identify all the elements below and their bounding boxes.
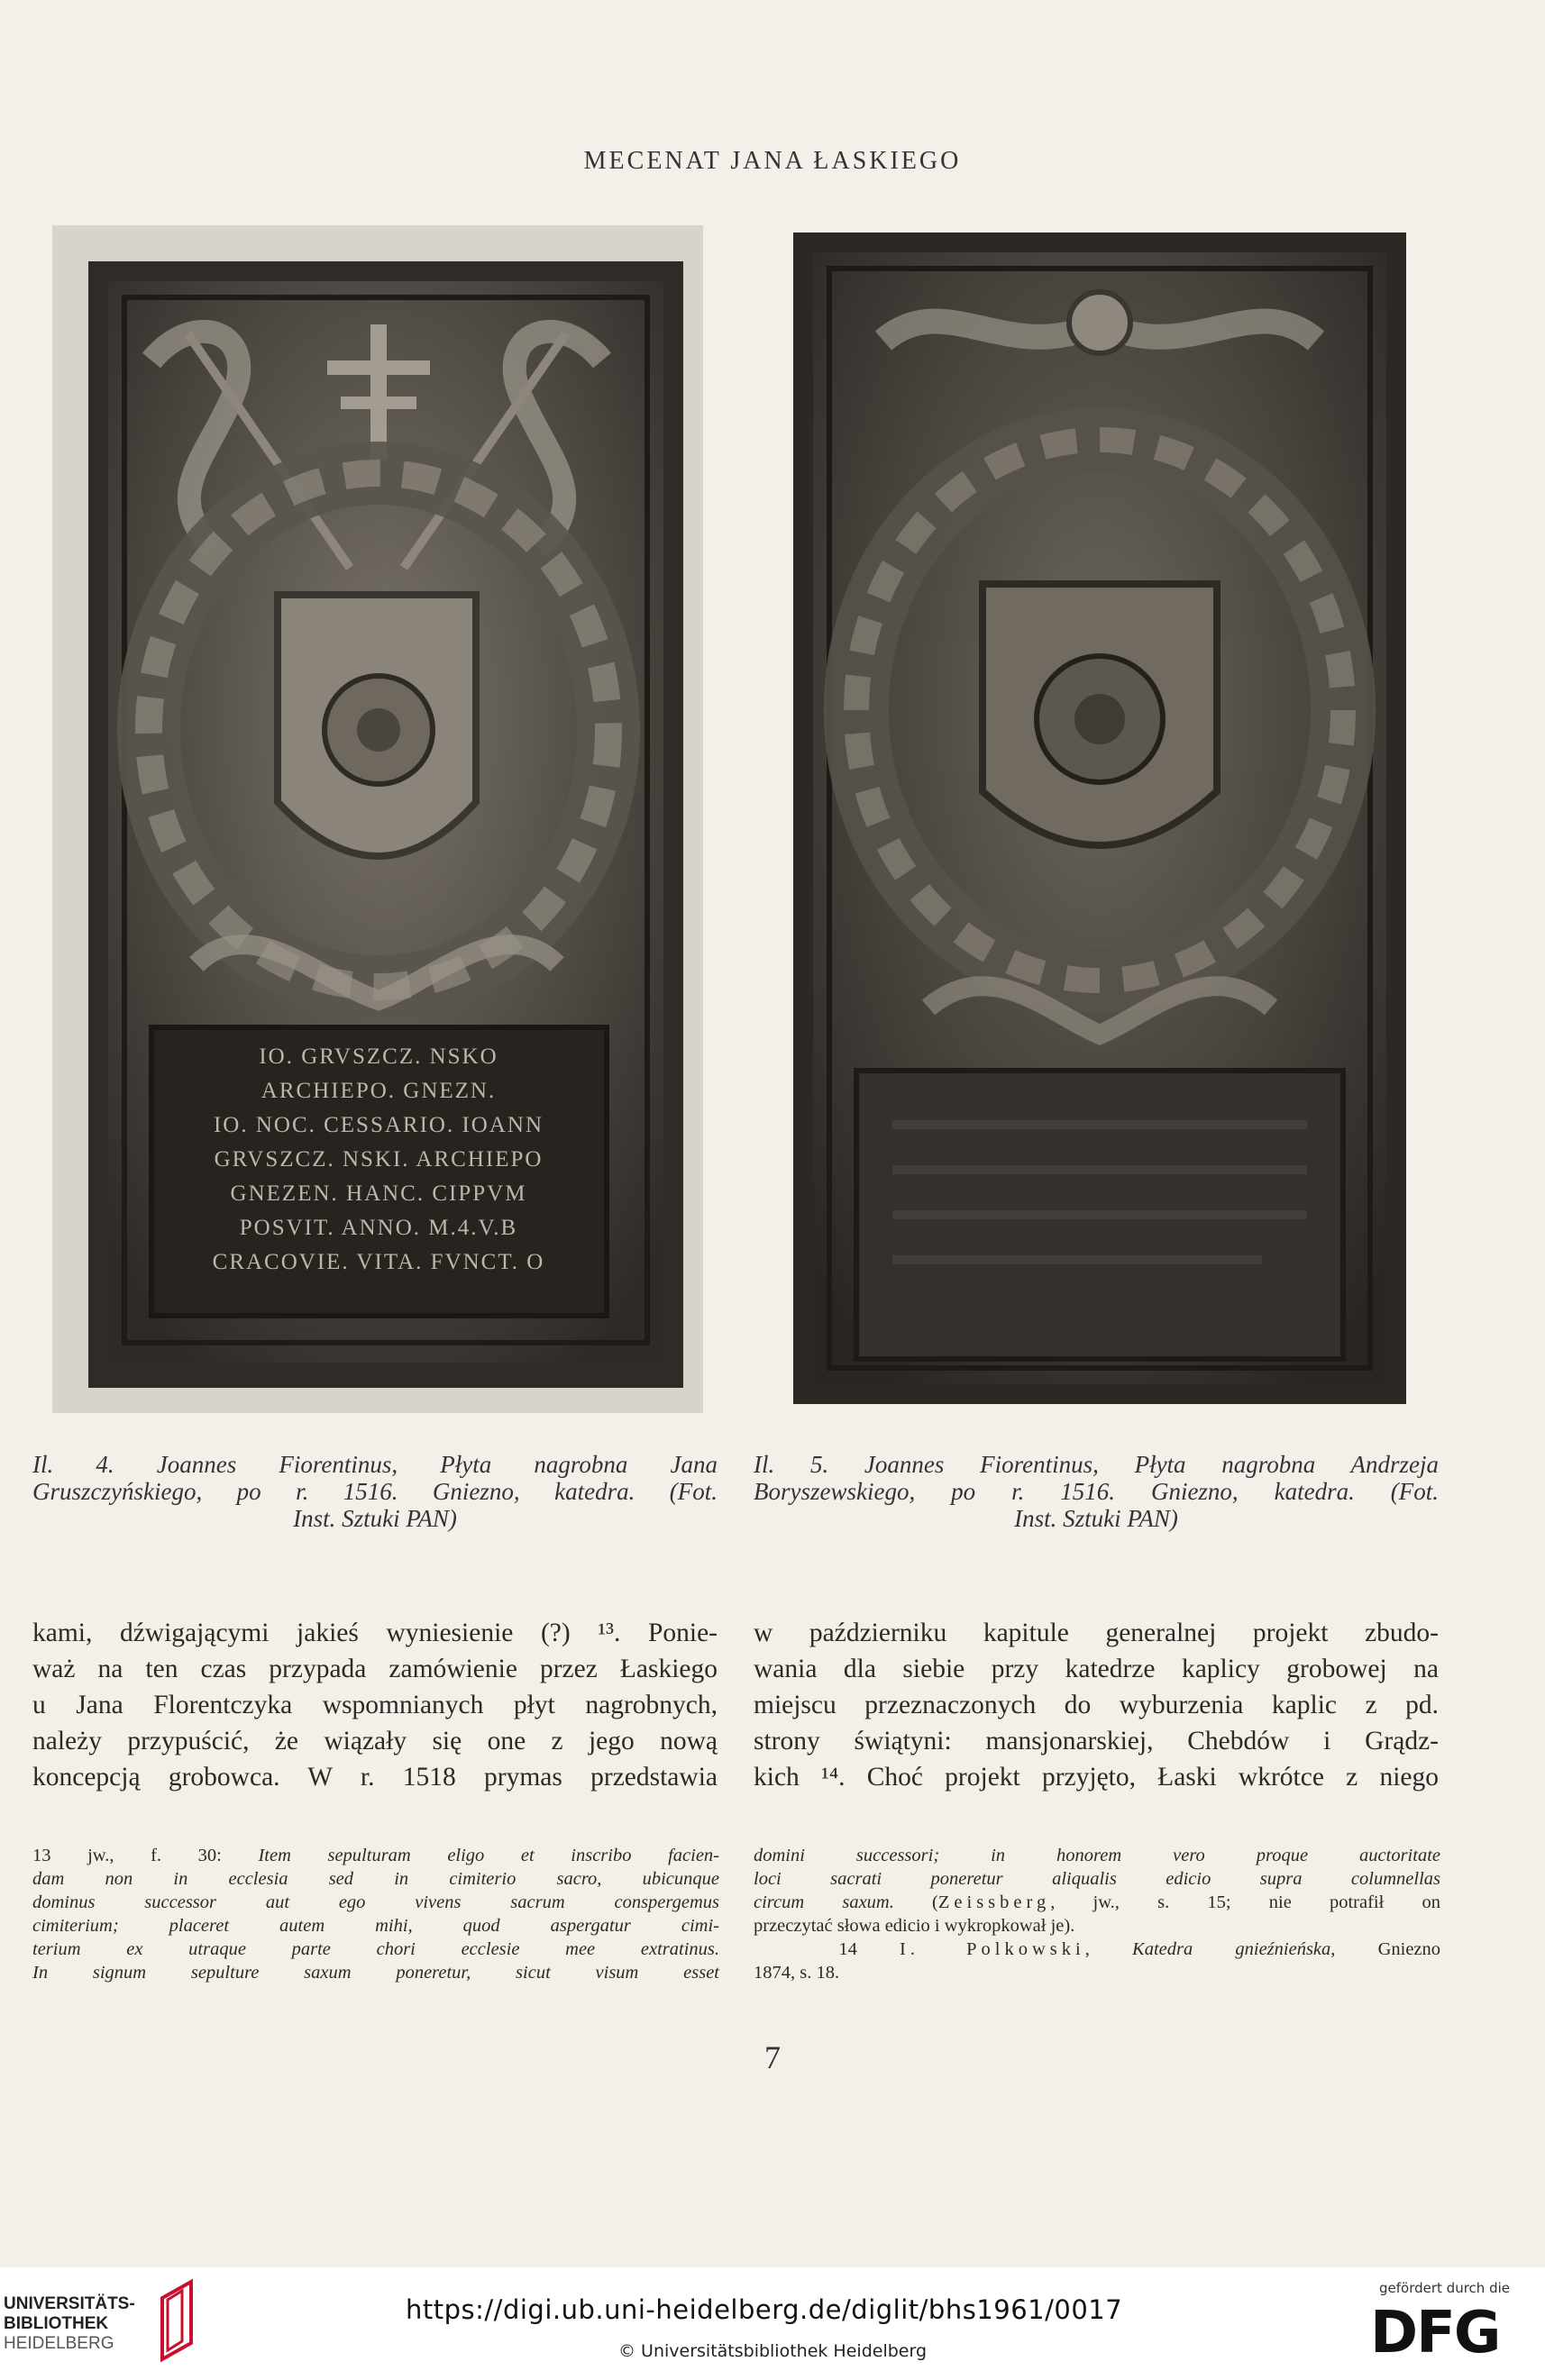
library-name-line-2: BIBLIOTHEK — [4, 2314, 109, 2333]
body-text-right-column — [754, 1615, 1439, 1795]
tomb-slab-left-illustration — [52, 225, 703, 1413]
ub-logo-icon — [155, 2278, 195, 2363]
caption-line: Boryszewskiego, po r. 1516. Gniezno, katedra. (Fot. — [754, 1478, 1439, 1505]
inscription-line: ARCHIEPO. GNEZN. — [261, 1079, 497, 1103]
footnote-text: Item sepulturam eligo et inscribo facien- — [258, 1846, 719, 1865]
footnote-14-line: 14 I. Polkowski, Katedra gnieźnieńska, Gniezno — [838, 1939, 1441, 1959]
body-line: strony świątyni: mansjonarskiej, Chebdów i Grądz- — [754, 1727, 1439, 1755]
dfg-subtitle: gefördert durch die — [1379, 2280, 1510, 2296]
footnote-author: I. Polkowski — [900, 1939, 1085, 1959]
caption-line: Gruszczyńskiego, po r. 1516. Gniezno, katedra. (Fot. — [32, 1478, 718, 1505]
footnote-text: dam non in ecclesia sed in cimiterio sacro, ubicunque — [32, 1869, 719, 1889]
inscription-line: CRACOVIE. VITA. FVNCT. O — [212, 1250, 545, 1274]
footnote-13-ref: jw., f. 30: — [87, 1846, 222, 1865]
tomb-slab-right-illustration — [793, 233, 1406, 1404]
body-line: miejscu przeznaczonych do wyburzenia kaplic z pd. — [754, 1691, 1439, 1719]
footnote-text: circum saxum. — [754, 1892, 894, 1912]
caption-line: Il. 5. Joannes Fiorentinus, Płyta nagrobna Andrzeja — [754, 1451, 1439, 1478]
footnote-text: , jw., s. 15; nie potrafił on — [1050, 1892, 1441, 1912]
inscription-line: GRVSZCZ. NSKI. ARCHIEPO — [214, 1147, 544, 1172]
footnote-text: , Gniezno — [1330, 1939, 1441, 1959]
copyright-notice: © Universitätsbibliothek Heidelberg — [618, 2341, 928, 2361]
body-line: należy przypuścić, że wiązały się one z jego nową — [32, 1727, 718, 1755]
body-line: koncepcją grobowca. W r. 1518 prymas przedstawia — [32, 1763, 718, 1792]
footnote-13-line-3 — [754, 1891, 1440, 1914]
tomb-slab-photo-right — [793, 233, 1406, 1404]
footnote-text: przeczytać słowa edicio i wykropkował je). — [754, 1916, 1075, 1936]
caption-line: Inst. Sztuki PAN) — [1014, 1505, 1178, 1532]
footnote-13-line — [32, 1844, 719, 1867]
caption-line: Il. 4. Joannes Fiorentinus, Płyta nagrobna Jana — [32, 1451, 718, 1478]
body-line: wania dla siebie przy katedrze kaplicy grobowej na — [754, 1655, 1439, 1683]
page-number: 7 — [764, 2039, 781, 2075]
body-line: kich ¹⁴. Choć projekt przyjęto, Łaski wkrótce z niego — [754, 1763, 1439, 1792]
footnote-text: cimiterium; placeret autem mihi, quod aspergatur cimi- — [32, 1916, 719, 1936]
body-line: waż na ten czas przypada zamówienie przez Łaskiego — [32, 1655, 718, 1683]
footnote-text: 1874, s. 18. — [754, 1963, 840, 1983]
body-line: u Jana Florentczyka wspomnianych płyt nagrobnych, — [32, 1691, 718, 1719]
footnote-text: loci sacrati poneretur aliqualis edicio supra columnellas — [754, 1869, 1440, 1889]
figure-caption-left — [32, 1451, 718, 1532]
footnote-title: Katedra gnieźnieńska — [1132, 1939, 1331, 1959]
inscription-line: IO. GRVSZCZ. NSKO — [259, 1044, 498, 1069]
inscription-line: GNEZEN. HANC. CIPPVM — [230, 1181, 527, 1206]
footnotes-left-column — [32, 1844, 719, 1984]
body-line: kami, dźwigającymi jakieś wyniesienie (?) ¹³. Ponie- — [32, 1619, 718, 1647]
footnote-text: terium ex utraque parte chori ecclesie mee extratinus. — [32, 1939, 719, 1959]
running-head: MECENAT JANA ŁASKIEGO — [583, 147, 962, 175]
footnote-author: Zeissberg — [937, 1892, 1051, 1912]
document-url-link[interactable]: https://digi.ub.uni-heidelberg.de/diglit/bhs1961/0017 — [406, 2294, 1123, 2325]
inscription-line: IO. NOC. CESSARIO. IOANN — [213, 1113, 544, 1137]
body-text-left-column — [32, 1615, 718, 1795]
footnote-text: dominus successor aut ego vivens sacrum conspergemus — [32, 1892, 719, 1912]
inscription-line: POSVIT. ANNO. M.4.V.B — [239, 1216, 518, 1240]
library-name-line-3: HEIDELBERG — [4, 2334, 114, 2353]
figure-caption-right — [754, 1451, 1439, 1532]
dfg-logo: DFG — [1370, 2300, 1500, 2366]
body-line: w październiku kapitule generalnej projekt zbudo- — [754, 1619, 1439, 1647]
footnote-text: ( — [932, 1892, 938, 1912]
footnotes-right-column — [754, 1844, 1440, 1984]
caption-line: Inst. Sztuki PAN) — [293, 1505, 457, 1532]
footnote-13-marker: 13 — [32, 1846, 51, 1865]
library-name-line-1: UNIVERSITÄTS- — [4, 2294, 135, 2313]
footnote-text: domini successori; in honorem vero proque auctoritate — [754, 1846, 1440, 1865]
tomb-slab-photo-left — [52, 225, 703, 1413]
footnote-text: In signum sepulture saxum poneretur, sicut visum esset — [32, 1963, 719, 1983]
footnote-14-marker: 14 — [838, 1939, 857, 1959]
